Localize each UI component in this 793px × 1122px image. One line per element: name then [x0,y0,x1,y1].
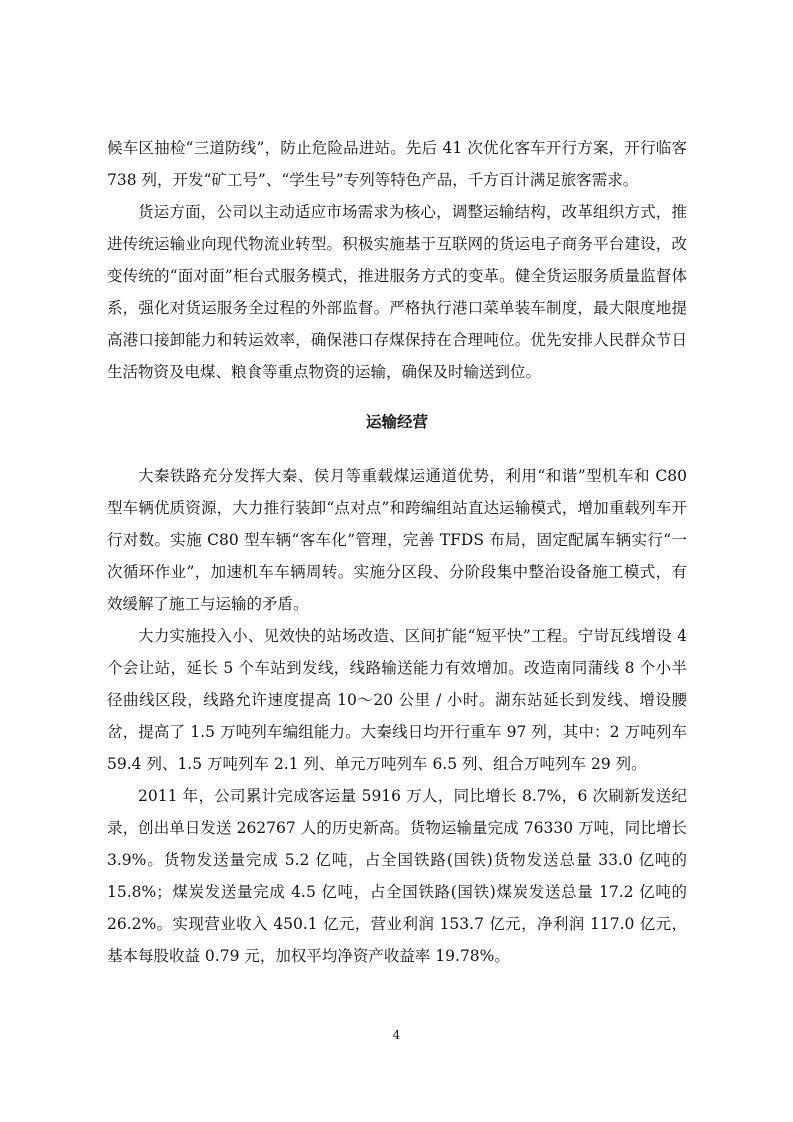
paragraph-passenger-continued: 候车区抽检“三道防线”，防止危险品进站。先后 41 次优化客车开行方案，开行临客 738 列，开发“矿工号”、“学生号”专列等特色产品，千方百计满足旅客需求。 [107,139,687,189]
paragraph-2011-results: 2011 年，公司累计完成客运量 5916 万人，同比增长 8.7%，6 次刷新发送纪录，创出单日发送 262767 人的历史新高。货物运输量完成 76330 万吨，同比增长 3.9%。货物发送量完成 5.2 亿吨，占全国铁路(国铁)货物发送总量 33.0 亿吨的 15.8%；煤炭发送量完成 4.5 亿吨，占全国铁路(国铁)煤炭发送总量 17.2 亿吨的 26.2%。实现营业收入 450.1 亿元，营业利润 153.7 亿元，净利润 117.0 亿元，基本每股收益 0.79 元，加权平均净资产收益率 19.78%。 [107,787,687,965]
page-number: 4 [392,1028,401,1042]
paragraph-freight: 货运方面，公司以主动适应市场需求为核心，调整运输结构，改革组织方式，推进传统运输业向现代物流业转型。积极实施基于互联网的货运电子商务平台建设，改变传统的“面对面”柜台式服务模式，推进服务方式的变革。健全货运服务质量监督体系，强化对货运服务全过程的外部监督。严格执行港口菜单装车制度，最大限度地提高港口接卸能力和转运效率，确保港口存煤保持在合理吨位。优先安排人民群众节日生活物资及电煤、粮食等重点物资的运输，确保及时输送到位。 [107,203,687,381]
paragraph-heavy-haul: 大秦铁路充分发挥大秦、侯月等重载煤运通道优势，利用“和谐”型机车和 C80 型车辆优质资源，大力推行装卸“点对点”和跨编组站直达运输模式，增加重载列车开行对数。实施 C80 型车辆“客车化”管理，完善 TFDS 布局，固定配属车辆实行“一次循环作业”，加速机车车辆周转。实施分区段、分阶段集中整治设备施工模式，有效缓解了施工与运输的矛盾。 [107,467,687,613]
page-content [107,132,687,972]
paragraph-capacity-projects: 大力实施投入小、见效快的站场改造、区间扩能“短平快”工程。宁岢瓦线增设 4 个会让站，延长 5 个车站到发线，线路输送能力有效增加。改造南同蒲线 8 个小半径曲线区段，线路允许速度提高 10～20 公里 / 小时。湖东站延长到发线、增设腰岔，提高了 1.5 万吨列车编组能力。大秦线日均开行重车 97 列，其中：2 万吨列车 59.4 列、1.5 万吨列车 2.1 列、单元万吨列车 6.5 列、组合万吨列车 29 列。 [107,627,687,773]
section-title: 运输经营 [365,413,428,431]
